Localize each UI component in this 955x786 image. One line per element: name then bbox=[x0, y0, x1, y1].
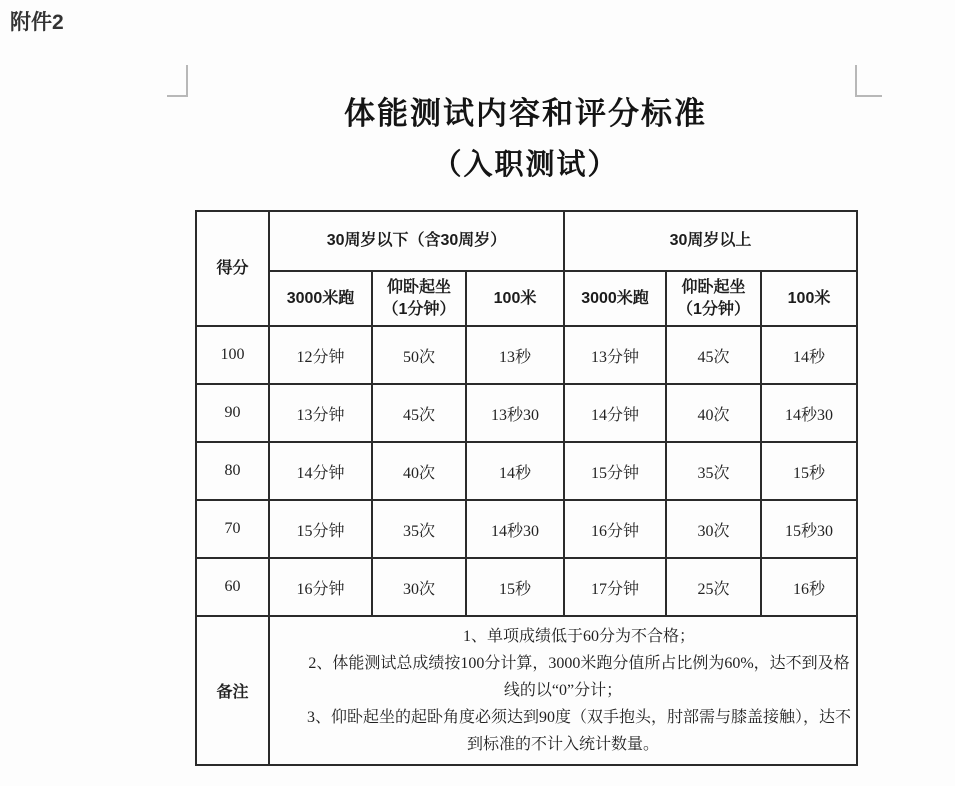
value-cell: 14秒 bbox=[466, 442, 564, 500]
value-cell: 15分钟 bbox=[269, 500, 372, 558]
page-title: 体能测试内容和评分标准 bbox=[344, 96, 707, 131]
column-header-score: 得分 bbox=[196, 211, 269, 326]
page-subtitle: （入职测试） bbox=[432, 149, 619, 182]
value-cell: 14分钟 bbox=[269, 442, 372, 500]
score-cell: 80 bbox=[196, 442, 269, 500]
note-item-1: 1、单项成绩低于60分为不合格； bbox=[463, 627, 696, 645]
table-header-row-groups bbox=[196, 211, 857, 271]
value-cell: 12分钟 bbox=[269, 326, 372, 384]
page-margin-crop-mark-top-left bbox=[167, 65, 188, 97]
value-cell: 30次 bbox=[666, 500, 761, 558]
value-cell: 50次 bbox=[372, 326, 466, 384]
title-block bbox=[195, 94, 856, 183]
value-cell: 40次 bbox=[372, 442, 466, 500]
value-cell: 15秒 bbox=[466, 558, 564, 616]
value-cell: 40次 bbox=[666, 384, 761, 442]
column-header-situp-over30: 仰卧起坐（1分钟） bbox=[666, 271, 761, 326]
value-cell: 35次 bbox=[666, 442, 761, 500]
table-header-row-subcolumns bbox=[196, 271, 857, 326]
score-cell: 70 bbox=[196, 500, 269, 558]
value-cell: 30次 bbox=[372, 558, 466, 616]
table-row-notes bbox=[196, 616, 857, 765]
value-cell: 13秒 bbox=[466, 326, 564, 384]
column-header-situp-under30: 仰卧起坐（1分钟） bbox=[372, 271, 466, 326]
table-row-score-60 bbox=[196, 558, 857, 616]
value-cell: 14分钟 bbox=[564, 384, 666, 442]
notes-label: 备注 bbox=[196, 616, 269, 765]
column-header-3000m-under30: 3000米跑 bbox=[269, 271, 372, 326]
value-cell: 45次 bbox=[666, 326, 761, 384]
notes-content bbox=[269, 616, 857, 765]
value-cell: 35次 bbox=[372, 500, 466, 558]
table-row-score-70 bbox=[196, 500, 857, 558]
value-cell: 15分钟 bbox=[564, 442, 666, 500]
score-cell: 100 bbox=[196, 326, 269, 384]
table-row-score-80 bbox=[196, 442, 857, 500]
note-item-3: 3、仰卧起坐的起卧角度必须达到90度（双手抱头，肘部需与膝盖接触），达不到标准的不计入统计数量。 bbox=[307, 709, 852, 754]
table-row-score-90 bbox=[196, 384, 857, 442]
column-header-3000m-over30: 3000米跑 bbox=[564, 271, 666, 326]
value-cell: 14秒30 bbox=[466, 500, 564, 558]
value-cell: 15秒30 bbox=[761, 500, 857, 558]
value-cell: 16分钟 bbox=[564, 500, 666, 558]
fitness-score-table bbox=[195, 210, 858, 766]
column-group-under-30: 30周岁以下（含30周岁） bbox=[269, 211, 564, 271]
value-cell: 17分钟 bbox=[564, 558, 666, 616]
value-cell: 45次 bbox=[372, 384, 466, 442]
score-cell: 60 bbox=[196, 558, 269, 616]
column-group-over-30: 30周岁以上 bbox=[564, 211, 857, 271]
value-cell: 16秒 bbox=[761, 558, 857, 616]
value-cell: 13分钟 bbox=[269, 384, 372, 442]
value-cell: 14秒 bbox=[761, 326, 857, 384]
value-cell: 13秒30 bbox=[466, 384, 564, 442]
value-cell: 13分钟 bbox=[564, 326, 666, 384]
column-header-100m-under30: 100米 bbox=[466, 271, 564, 326]
score-cell: 90 bbox=[196, 384, 269, 442]
note-item-2: 2、体能测试总成绩按100分计算，3000米跑分值所占比例为60%，达不到及格线的以“0”分计； bbox=[308, 654, 850, 699]
column-header-100m-over30: 100米 bbox=[761, 271, 857, 326]
value-cell: 25次 bbox=[666, 558, 761, 616]
attachment-label: 附件2 bbox=[10, 11, 64, 34]
page-margin-crop-mark-top-right bbox=[855, 65, 882, 97]
value-cell: 15秒 bbox=[761, 442, 857, 500]
value-cell: 16分钟 bbox=[269, 558, 372, 616]
value-cell: 14秒30 bbox=[761, 384, 857, 442]
table-row-score-100 bbox=[196, 326, 857, 384]
